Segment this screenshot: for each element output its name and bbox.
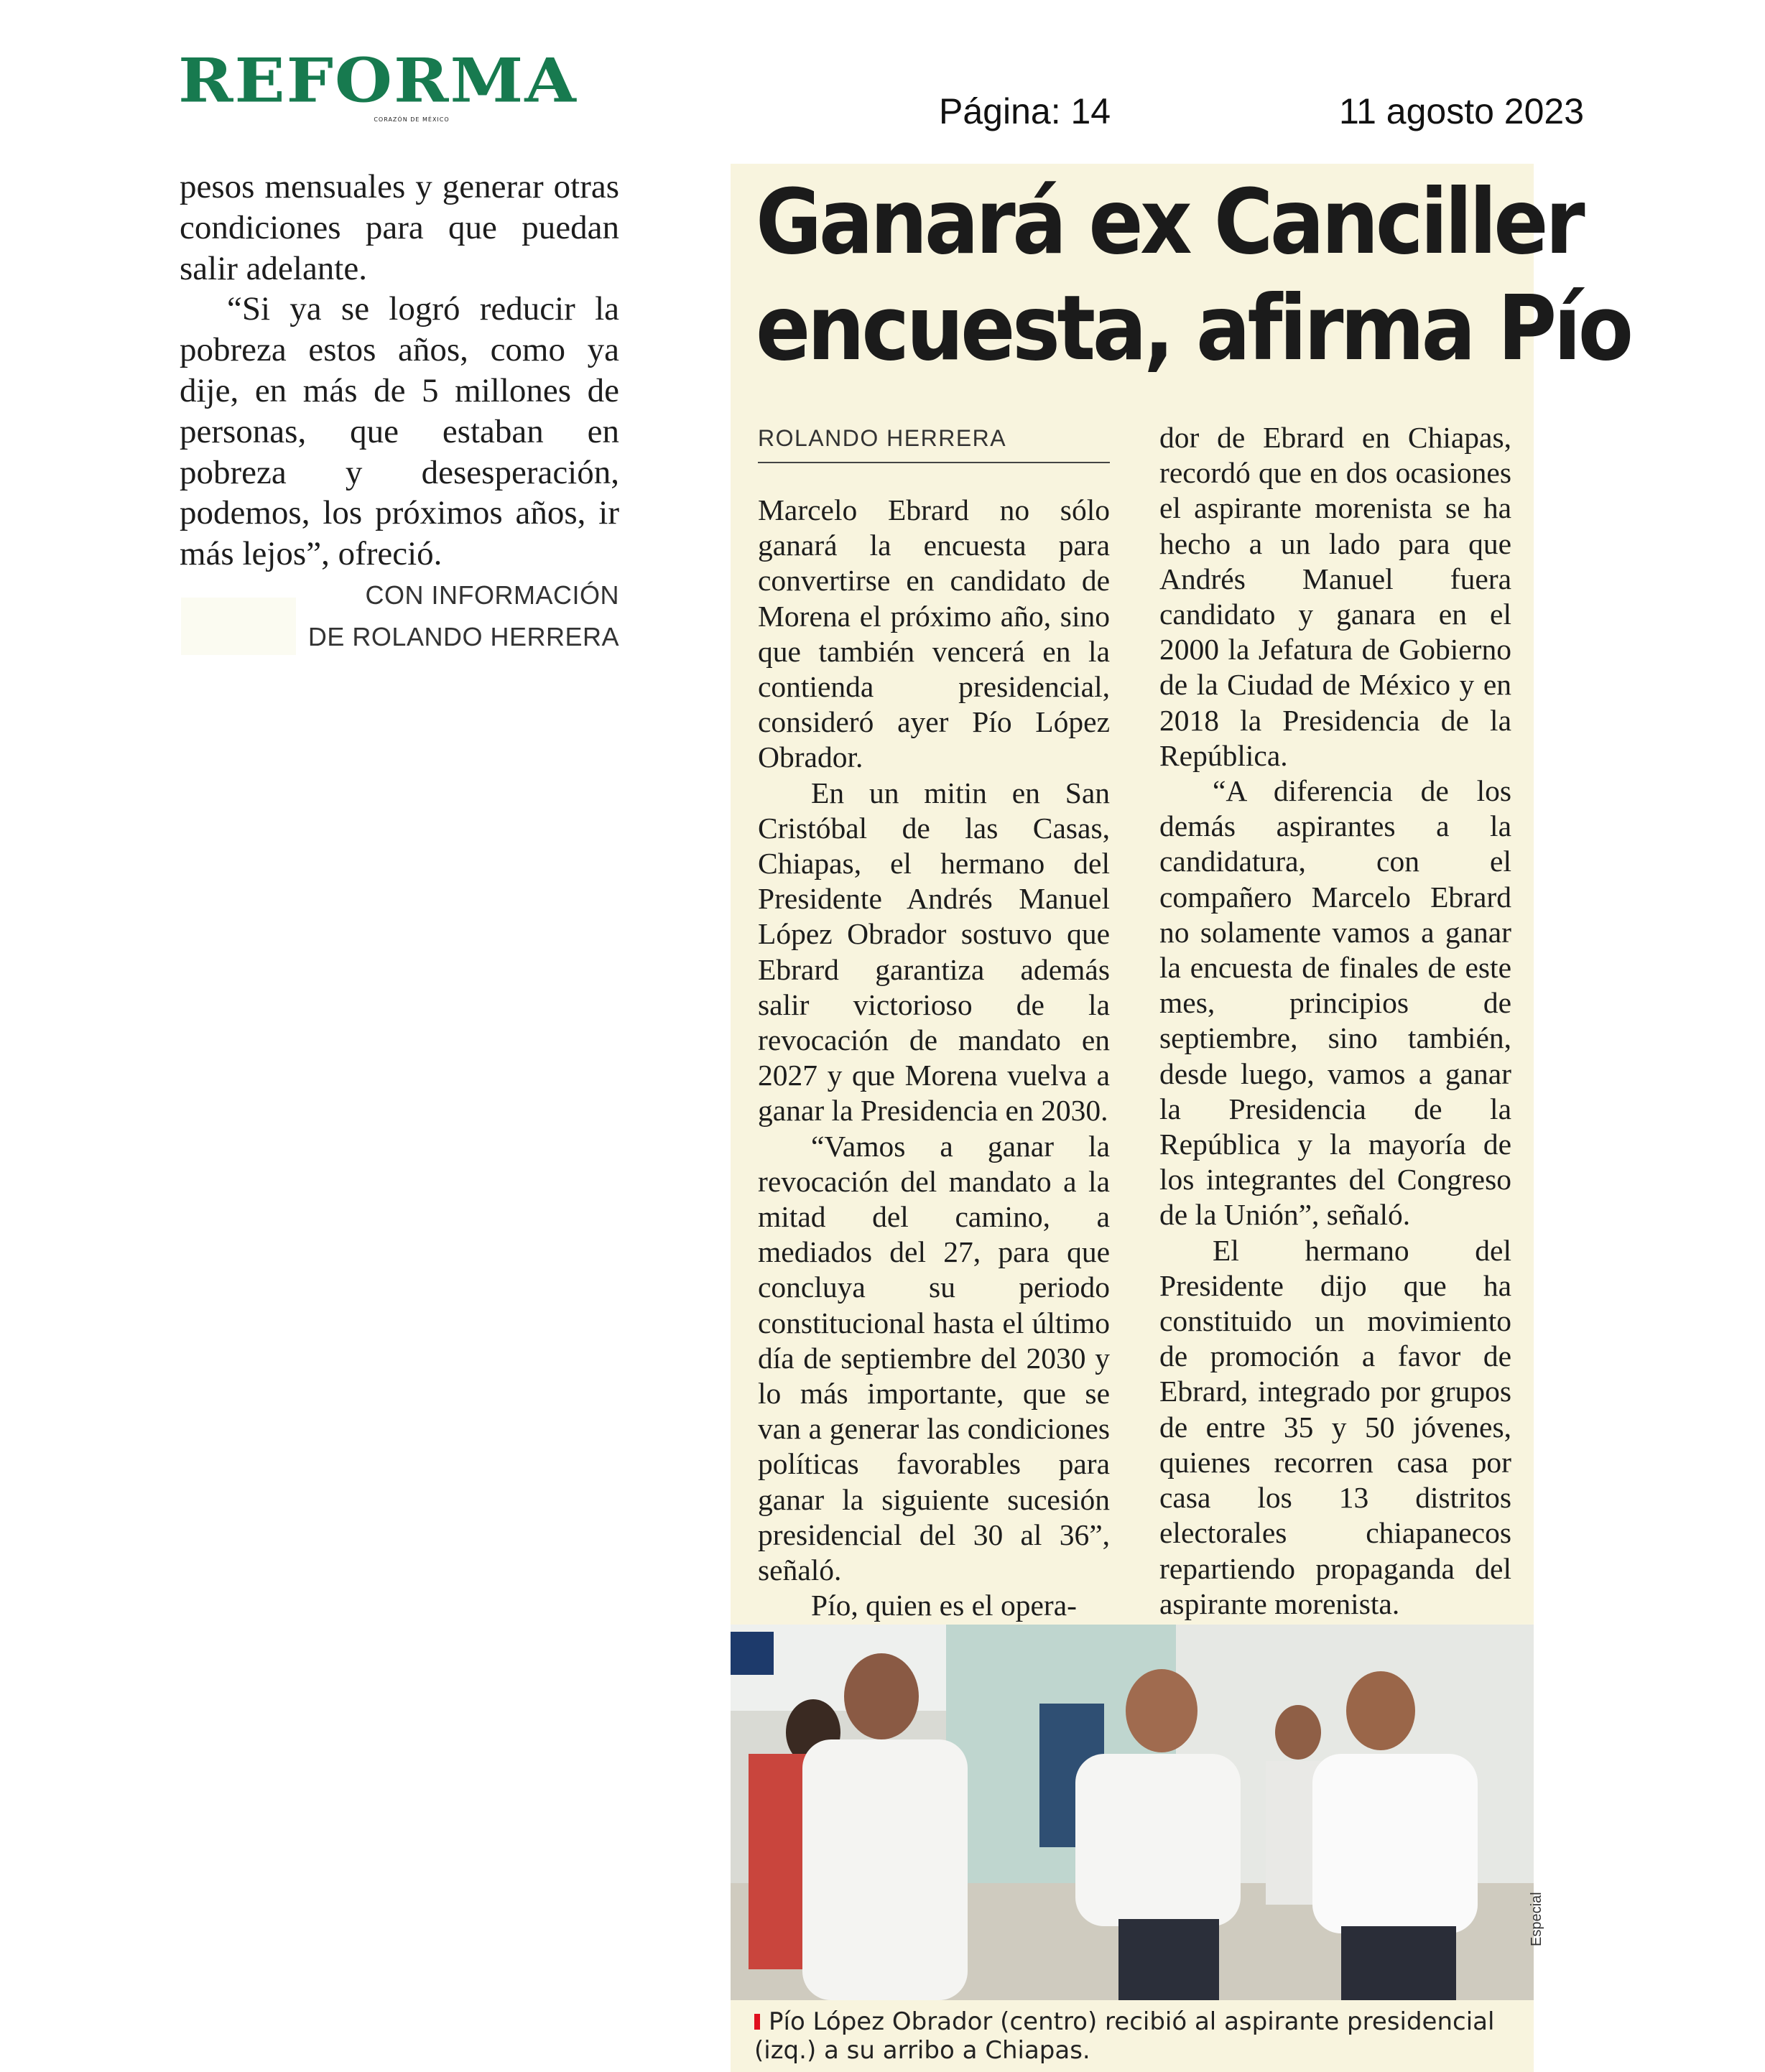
headline: [756, 169, 1631, 382]
paragraph: pesos mensuales y generar otras condiciones para que puedan salir adelante.: [180, 168, 619, 287]
headline-line: Ganará ex Canciller: [756, 170, 1583, 274]
paragraph: Marcelo Ebrard no sólo ganará la encuesta para convertirse en candidato de Morena el próximo año, sino que también vencerá en la contienda presidencial, consideró ayer Pío López Obrador.: [758, 493, 1110, 774]
info-credit: [180, 575, 619, 658]
paragraph: “Vamos a ganar la revocación del mandato a la mitad del camino, a mediados del 27, para que concluya su periodo constitucional hasta el último día de septiembre del 2030 y lo más importante, que se van a generar las condiciones políticas favorables para ganar la siguiente sucesión presidencial del 30 al 36”, señaló.: [758, 1129, 1110, 1587]
paragraph: dor de Ebrard en Chiapas, recordó que en dos ocasiones el aspirante morenista se ha hecho a un lado para que Andrés Manuel fuera candidato y ganara en el 2000 la Jefatura de Gobierno de la Ciudad de México y en 2018 la Presidencia de la República.: [1159, 421, 1511, 772]
paragraph: En un mitin en San Cristóbal de las Casas, Chiapas, el hermano del Presidente Andrés Manuel López Obrador sostuvo que Ebrard garantiza además salir victorioso de la revocación de mandato en 2027 y que Morena vuelva a ganar la Presidencia en 2030.: [758, 776, 1110, 1128]
previous-article-column: [180, 167, 619, 658]
page-number: Página: 14: [939, 91, 1111, 131]
caption-marker: [754, 2014, 760, 2030]
photo-illustration: [731, 1625, 1534, 2000]
paragraph: “A diferencia de los demás aspirantes a la candidatura, con el compañero Marcelo Ebrard no solamente vamos a ganar la encuesta de finales de este mes, principios de septiembre, sino también, desde luego, vamos a ganar la Presidencia de la República y la mayoría de los integrantes del Congreso de la Unión”, señaló.: [1159, 774, 1511, 1232]
publication-date: 11 agosto 2023: [1339, 91, 1585, 131]
paragraph: Pío, quien es el opera-: [811, 1589, 1077, 1622]
credit-line: CON INFORMACIÓN: [365, 580, 619, 610]
credit-line: DE ROLANDO HERRERA: [307, 621, 619, 651]
reforma-logo: [178, 47, 609, 134]
logo-wordmark: REFORMA: [178, 45, 578, 116]
logo-tagline: CORAZÓN DE MÉXICO: [374, 116, 450, 123]
byline: ROLANDO HERRERA: [758, 425, 1110, 463]
article-column-2: [1159, 420, 1511, 1622]
news-photo: [731, 1625, 1534, 2000]
caption-text: Pío López Obrador (centro) recibió al aspirante presidencial (izq.) a su arribo a Chiapas.: [754, 2007, 1495, 2065]
headline-line: encuesta, afirma Pío: [756, 277, 1631, 381]
paragraph: “Si ya se logró reducir la pobreza estos años, como ya dije, en más de 5 millones de personas, que estaban en pobreza y desesperación, podemos, los próximos años, ir más lejos”, ofreció.: [180, 290, 619, 573]
photo-credit: Especial: [1529, 1892, 1544, 1946]
article-column-1: [758, 493, 1110, 1624]
photo-caption: [754, 2007, 1516, 2065]
paragraph: El hermano del Presidente dijo que ha constituido un movimiento de promoción a favor de Ebrard, integrado por grupos de entre 35 y 50 jóvenes, quienes recorren casa por casa los 13 distritos electorales chiapanecos repartiendo propaganda del aspirante morenista.: [1159, 1233, 1511, 1620]
